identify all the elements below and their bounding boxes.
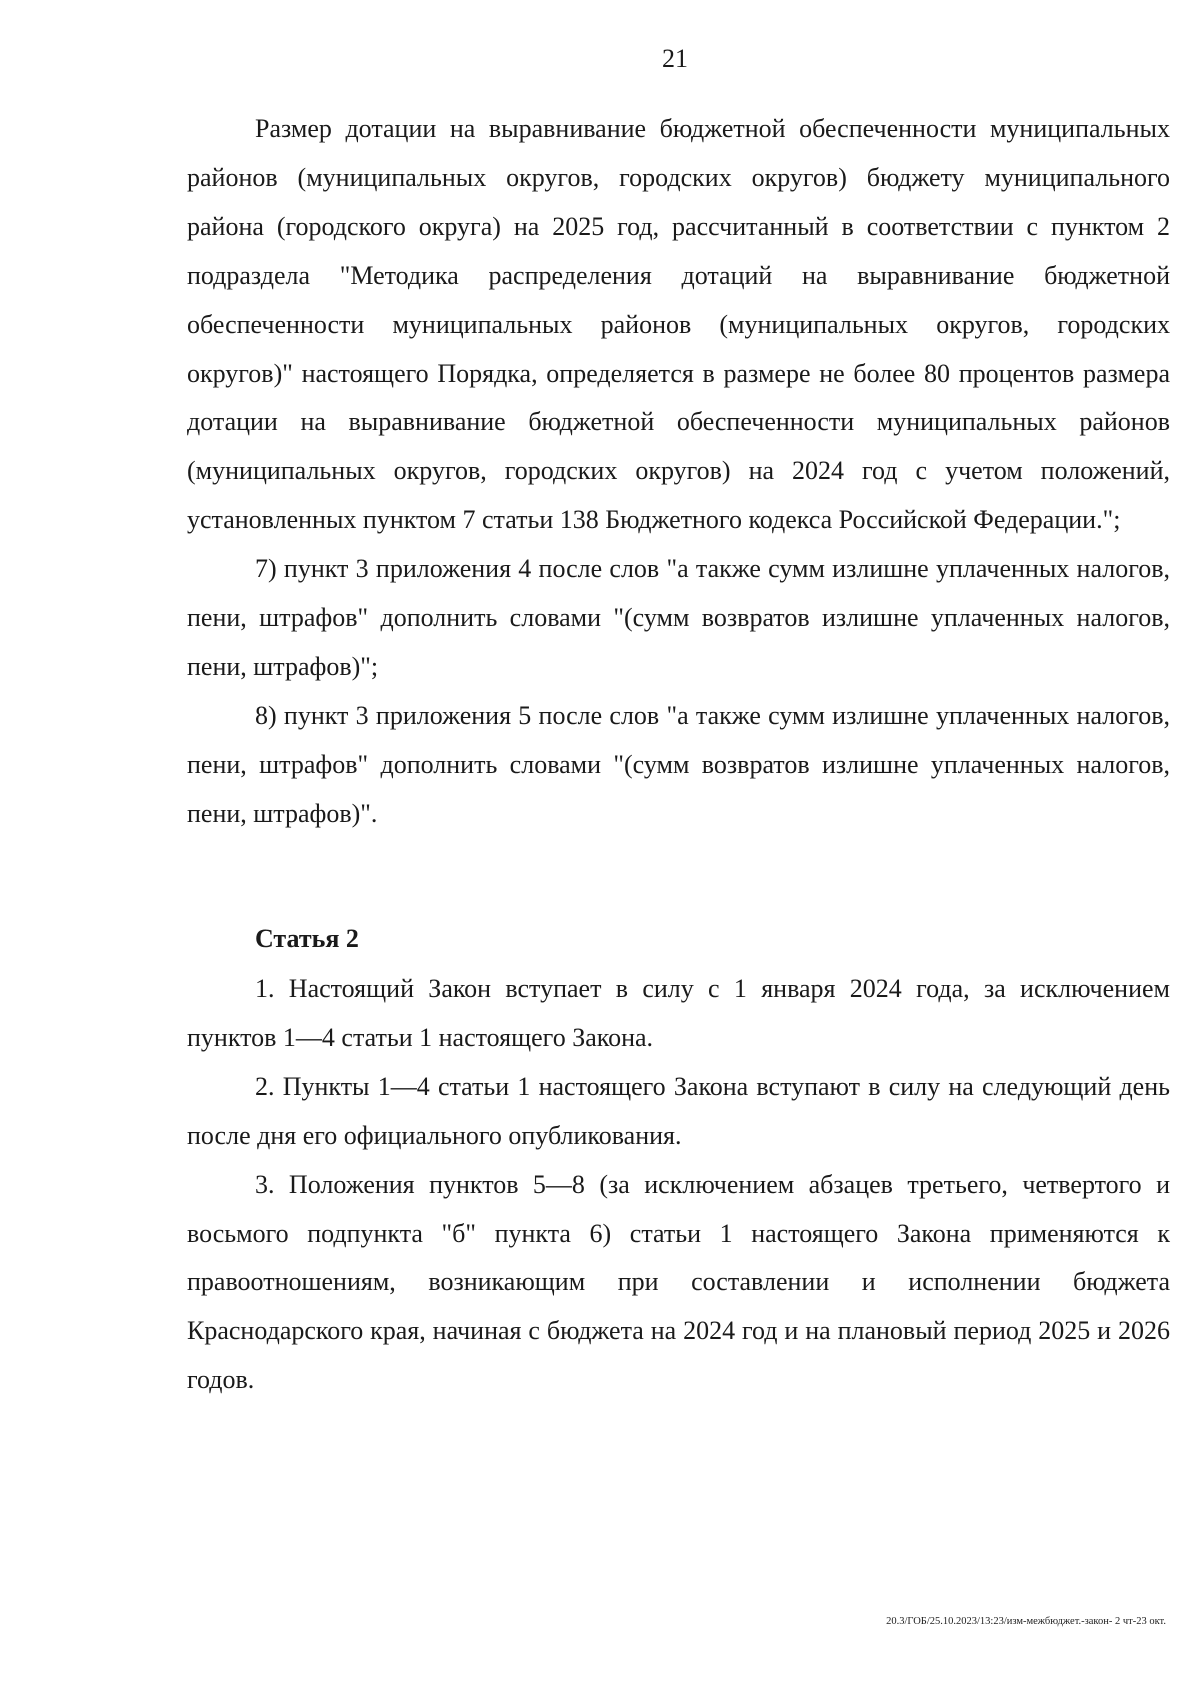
- article-paragraph-2: 2. Пункты 1—4 статьи 1 настоящего Закона вступают в силу на следующий день после дня его официального опубликования.: [187, 1071, 1170, 1150]
- paragraph-item-7: 7) пункт 3 приложения 4 после слов "а также сумм излишне уплаченных налогов, пени, штрафов" дополнить словами "(сумм возвратов излишне уплаченных налогов, пени, штрафов)";: [187, 554, 1170, 681]
- article-2-section: [187, 913, 1170, 1405]
- paragraph-item-8: 8) пункт 3 приложения 5 после слов "а также сумм излишне уплаченных налогов, пени, штрафов" дополнить словами "(сумм возвратов излишне уплаченных налогов, пени, штрафов)".: [187, 700, 1170, 828]
- paragraph-dotation-size: Размер дотации на выравнивание бюджетной обеспеченности муниципальных районов (муниципальных округов, городских округов) бюджету муниципального района (городского округа) на 2025 год, рассчитанный в соответствии с пунктом 2 подраздела "Методика распределения дотаций на выравнивание бюджетной обеспеченности муниципальных районов (муниципальных округов, городских округов)" настоящего Порядка, определяется в размере не более 80 процентов размера дотации на выравнивание бюджетной обеспеченности муниципальных районов (муниципальных округов, городских округов) на 2024 год с учетом положений, установленных пунктом 7 статьи 138 Бюджетного кодекса Российской Федерации.";: [187, 114, 1170, 535]
- body-text-top: [187, 105, 1170, 839]
- page-number: 21: [662, 44, 688, 73]
- article-heading: Статья 2: [255, 924, 359, 953]
- document-footer-code: 20.3/ГОБ/25.10.2023/13:23/изм-межбюджет.-закон- 2 чт-23 окт.: [886, 1616, 1166, 1627]
- article-paragraph-3: 3. Положения пунктов 5—8 (за исключением абзацев третьего, четвертого и восьмого подпункта "б" пункта 6) статьи 1 настоящего Закона применяются к правоотношениям, возникающим при составлении и исполнении бюджета Краснодарского края, начиная с бюджета на 2024 год и на плановый период 2025 и 2026 годов.: [187, 1169, 1170, 1395]
- article-paragraph-1: 1. Настоящий Закон вступает в силу с 1 января 2024 года, за исключением пунктов 1—4 статьи 1 настоящего Закона.: [187, 974, 1170, 1052]
